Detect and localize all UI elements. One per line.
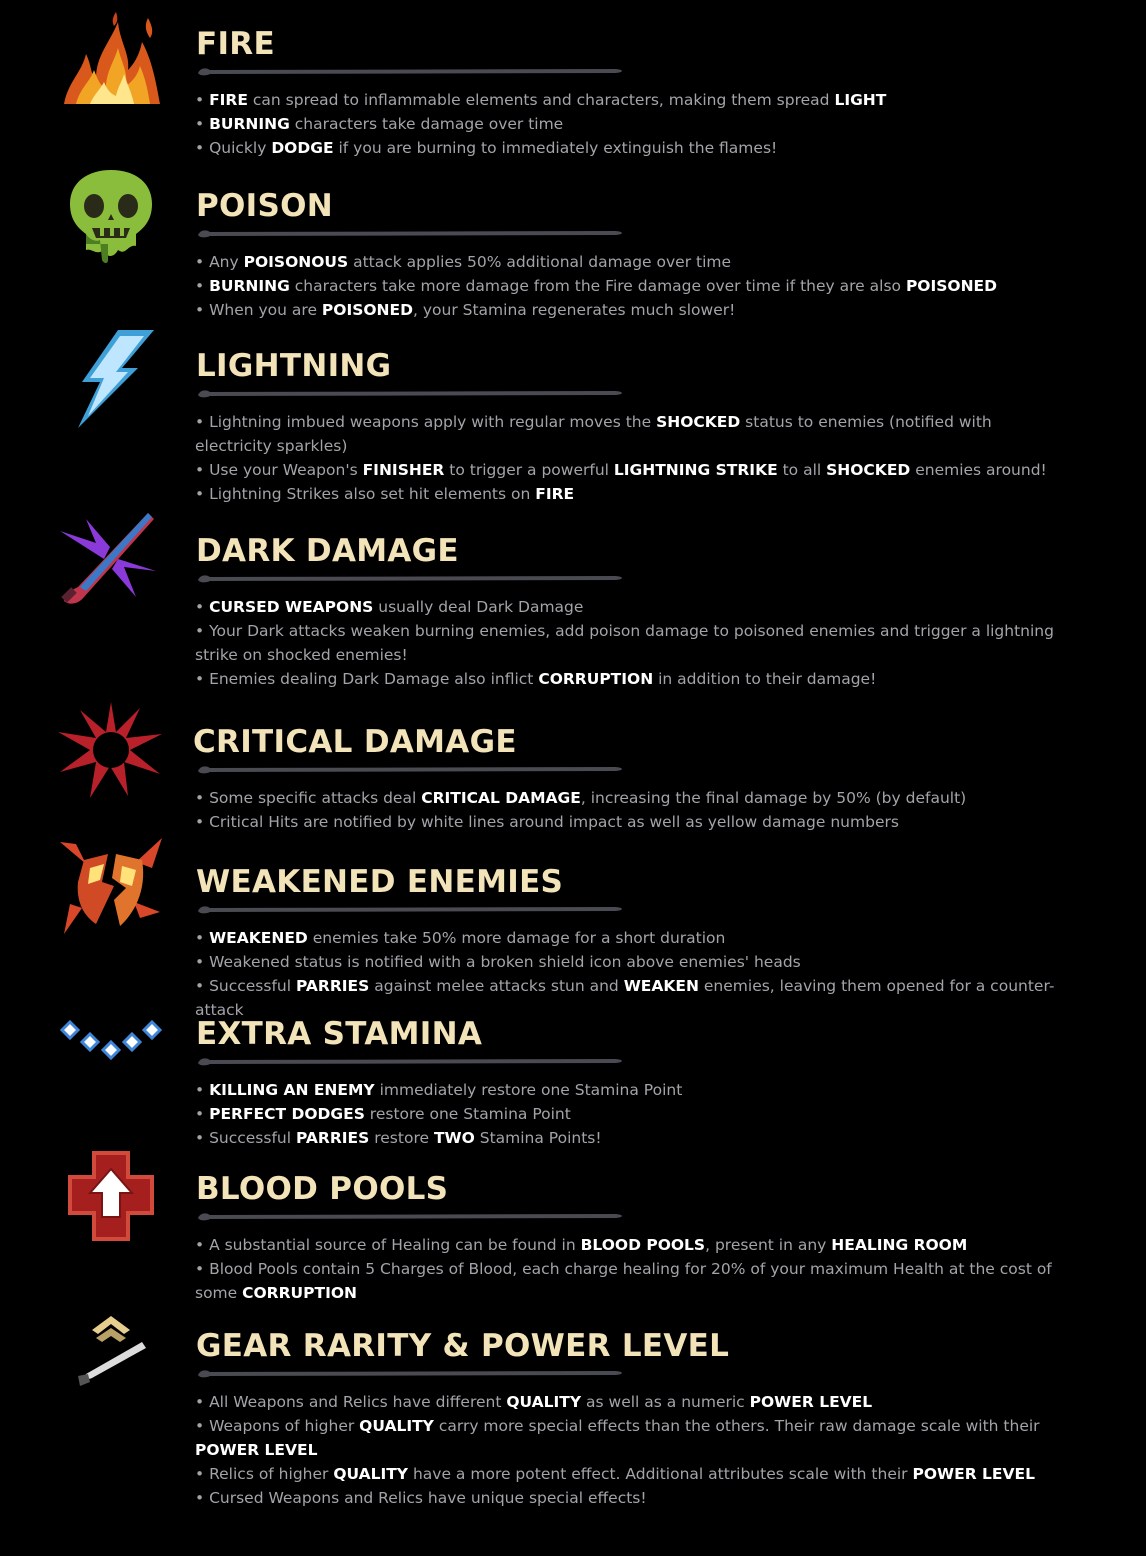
highlight-keyword: BURNING — [209, 277, 290, 295]
title-underline — [196, 1366, 626, 1380]
bullet-item — [195, 1414, 1065, 1462]
bullet-text: characters take more damage from the Fire damage over time if they are also — [289, 277, 906, 295]
bullet-item — [195, 1462, 1065, 1486]
highlight-keyword: POISONED — [321, 301, 413, 319]
highlight-keyword: WEAKENED — [209, 929, 308, 947]
highlight-keyword: SHOCKED — [656, 413, 741, 431]
highlight-keyword: QUALITY — [359, 1417, 434, 1435]
bullet-item — [195, 1257, 1065, 1305]
bullet-text: in addition to their damage! — [653, 670, 877, 688]
highlight-keyword: POISONOUS — [243, 253, 349, 271]
bullet-text: • Relics of higher — [195, 1465, 334, 1483]
bullet-text: against melee attacks stun and — [369, 977, 624, 995]
bullet-item — [195, 458, 1065, 482]
bullet-text: enemies, leaving them opened for a counter-attack — [195, 977, 1055, 1019]
healing-cross-icon — [56, 1147, 166, 1247]
bullet-text: Stamina Points! — [474, 1129, 602, 1147]
highlight-keyword: POWER LEVEL — [195, 1441, 318, 1459]
bullet-item — [195, 926, 1065, 950]
bullet-text: • Critical Hits are notified by white lines around impact as well as yellow damage numbers — [195, 813, 899, 831]
highlight-keyword: BURNING — [209, 115, 290, 133]
bullet-item — [195, 595, 1065, 619]
highlight-keyword: FIRE — [535, 485, 575, 503]
bullet-text: • — [195, 598, 210, 616]
bullet-item — [195, 619, 1065, 667]
title-underline — [196, 1209, 626, 1223]
bullet-text: , your Stamina regenerates much slower! — [412, 301, 736, 319]
highlight-keyword: PARRIES — [295, 977, 370, 995]
bullet-text: , present in any — [705, 1236, 832, 1254]
bullet-item — [195, 810, 1065, 834]
bullet-item — [195, 298, 1065, 322]
bullet-text: usually deal Dark Damage — [373, 598, 584, 616]
title-underline — [196, 226, 626, 240]
bullet-text: • — [195, 929, 210, 947]
highlight-keyword: FIRE — [209, 91, 248, 109]
bullet-text: • Successful — [195, 1129, 296, 1147]
bullet-item — [195, 88, 1065, 112]
highlight-keyword: CORRUPTION — [538, 670, 654, 688]
broken-shield-icon — [56, 838, 166, 938]
fire-icon — [56, 12, 166, 112]
section-title: EXTRA STAMINA — [196, 1016, 483, 1052]
bullet-list — [195, 786, 1065, 834]
bullet-text: characters take damage over time — [289, 115, 564, 133]
highlight-keyword: CORRUPTION — [242, 1284, 357, 1302]
bullet-list — [195, 926, 1065, 1022]
bullet-text: • Successful — [195, 977, 296, 995]
bullet-item — [195, 1126, 1065, 1150]
stamina-diamonds-icon — [56, 992, 166, 1092]
bullet-item — [195, 1486, 1065, 1510]
lightning-bolt-icon — [56, 328, 166, 428]
bullet-text: • Weapons of higher — [195, 1417, 360, 1435]
section-title: GEAR RARITY & POWER LEVEL — [196, 1328, 730, 1364]
bullet-item — [195, 1102, 1065, 1126]
dark-sword-icon — [56, 507, 166, 607]
highlight-keyword: WEAKEN — [623, 977, 699, 995]
bullet-text: • Enemies dealing Dark Damage also inflict — [195, 670, 539, 688]
bullet-list — [195, 1233, 1065, 1305]
bullet-text: • — [195, 1081, 210, 1099]
bullet-item — [195, 274, 1065, 298]
bullet-text: • Your Dark attacks weaken burning enemies, add poison damage to poisoned enemies and trigger a lightning strike on shocked enemies! — [195, 622, 1054, 664]
section-title: CRITICAL DAMAGE — [193, 724, 517, 760]
bullet-item — [195, 136, 1065, 160]
bullet-text: • When you are — [195, 301, 322, 319]
highlight-keyword: QUALITY — [506, 1393, 582, 1411]
bullet-text: • — [195, 1105, 210, 1123]
bullet-text: carry more special effects than the others. Their raw damage scale with their — [433, 1417, 1040, 1435]
section-title: POISON — [196, 188, 334, 224]
title-underline — [196, 64, 626, 78]
bullet-text: • Use your Weapon's — [195, 461, 363, 479]
bullet-item — [195, 410, 1065, 458]
bullet-list — [195, 595, 1065, 691]
title-underline — [196, 386, 626, 400]
title-underline — [196, 762, 626, 776]
highlight-keyword: POWER LEVEL — [912, 1465, 1035, 1483]
bullet-item — [195, 974, 1065, 1022]
bullet-text: • Quickly — [195, 139, 272, 157]
section-title: WEAKENED ENEMIES — [196, 864, 564, 900]
bullet-text: • Any — [195, 253, 244, 271]
highlight-keyword: KILLING AN ENEMY — [209, 1081, 375, 1099]
bullet-text: • A substantial source of Healing can be found in — [195, 1236, 581, 1254]
highlight-keyword: CURSED WEAPONS — [209, 598, 374, 616]
section-title: FIRE — [196, 26, 275, 62]
highlight-keyword: QUALITY — [333, 1465, 409, 1483]
bullet-item — [195, 250, 1065, 274]
bullet-text: • Some specific attacks deal — [195, 789, 422, 807]
bullet-text: • Cursed Weapons and Relics have unique special effects! — [195, 1489, 647, 1507]
bullet-text: have a more potent effect. Additional attributes scale with their — [408, 1465, 913, 1483]
bullet-text: • — [195, 115, 210, 133]
bullet-text: , increasing the final damage by 50% (by default) — [580, 789, 967, 807]
bullet-text: enemies around! — [910, 461, 1047, 479]
critical-burst-icon — [56, 700, 166, 800]
section-title: BLOOD POOLS — [196, 1171, 449, 1207]
bullet-item — [195, 786, 1065, 810]
bullet-text: • — [195, 91, 210, 109]
highlight-keyword: LIGHTNING STRIKE — [613, 461, 778, 479]
highlight-keyword: POWER LEVEL — [749, 1393, 873, 1411]
bullet-text: restore one Stamina Point — [364, 1105, 571, 1123]
highlight-keyword: PARRIES — [295, 1129, 370, 1147]
bullet-text: if you are burning to immediately extinguish the flames! — [333, 139, 778, 157]
highlight-keyword: HEALING ROOM — [831, 1236, 968, 1254]
bullet-text: enemies take 50% more damage for a short duration — [307, 929, 726, 947]
section-title: LIGHTNING — [196, 348, 392, 384]
highlight-keyword: DODGE — [271, 139, 334, 157]
bullet-text: can spread to inflammable elements and characters, making them spread — [247, 91, 835, 109]
bullet-text: • All Weapons and Relics have different — [195, 1393, 507, 1411]
bullet-text: to all — [777, 461, 827, 479]
bullet-list — [195, 1390, 1065, 1510]
title-underline — [196, 902, 626, 916]
title-underline — [196, 571, 626, 585]
bullet-text: as well as a numeric — [581, 1393, 750, 1411]
highlight-keyword: CRITICAL DAMAGE — [421, 789, 581, 807]
bullet-text: to trigger a powerful — [444, 461, 614, 479]
bullet-text: status to enemies (notified with electricity sparkles) — [195, 413, 992, 455]
bullet-text: • Lightning imbued weapons apply with regular moves the — [195, 413, 657, 431]
highlight-keyword: PERFECT DODGES — [209, 1105, 365, 1123]
bullet-text: • — [195, 277, 210, 295]
bullet-list — [195, 1078, 1065, 1150]
highlight-keyword: TWO — [433, 1129, 475, 1147]
bullet-item — [195, 667, 1065, 691]
bullet-item — [195, 1078, 1065, 1102]
highlight-keyword: POISONED — [905, 277, 998, 295]
bullet-text: • Lightning Strikes also set hit elements on — [195, 485, 536, 503]
bullet-item — [195, 112, 1065, 136]
highlight-keyword: LIGHT — [834, 91, 887, 109]
bullet-list — [195, 88, 1065, 160]
bullet-item — [195, 1233, 1065, 1257]
bullet-text: • Blood Pools contain 5 Charges of Blood, each charge healing for 20% of your maximum Health at the cost of some — [195, 1260, 1052, 1302]
bullet-list — [195, 250, 1065, 322]
poison-skull-icon — [56, 164, 166, 264]
bullet-item — [195, 950, 1065, 974]
highlight-keyword: SHOCKED — [826, 461, 911, 479]
rank-machete-icon — [56, 1304, 166, 1404]
bullet-text: attack applies 50% additional damage over time — [348, 253, 732, 271]
title-underline — [196, 1054, 626, 1068]
bullet-text: restore — [369, 1129, 434, 1147]
highlight-keyword: BLOOD POOLS — [580, 1236, 706, 1254]
bullet-list — [195, 410, 1065, 506]
bullet-text: • Weakened status is notified with a broken shield icon above enemies' heads — [195, 953, 801, 971]
highlight-keyword: FINISHER — [362, 461, 445, 479]
bullet-item — [195, 1390, 1065, 1414]
section-title: DARK DAMAGE — [196, 533, 459, 569]
bullet-text: immediately restore one Stamina Point — [374, 1081, 683, 1099]
bullet-item — [195, 482, 1065, 506]
